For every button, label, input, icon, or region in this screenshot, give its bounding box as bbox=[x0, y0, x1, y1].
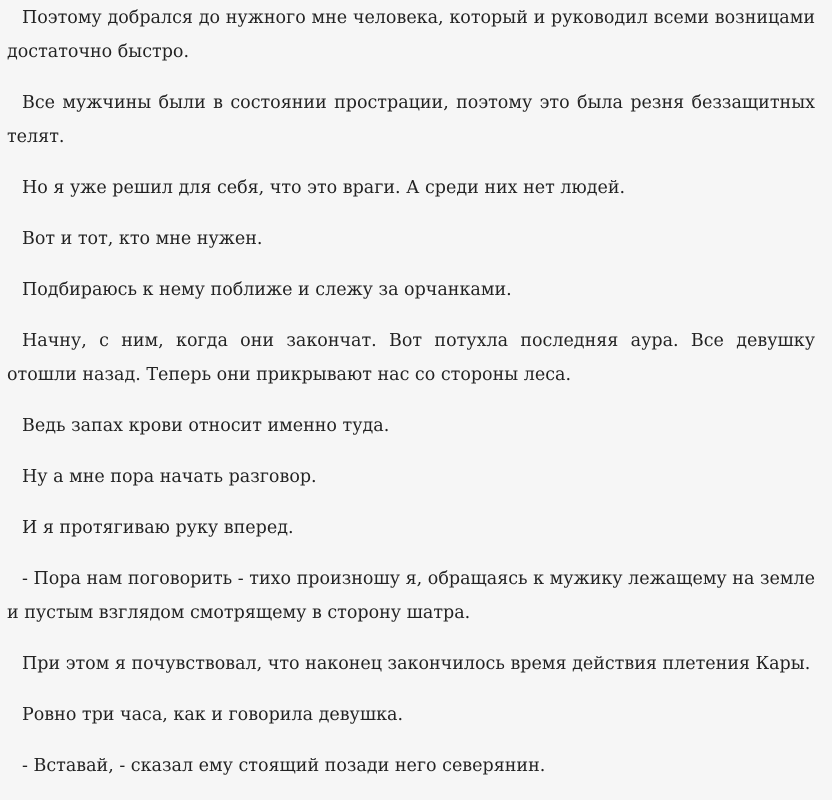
paragraph: Подбираюсь к нему поближе и слежу за орчанками. bbox=[22, 280, 512, 300]
paragraph: Ведь запах крови относит именно туда. bbox=[22, 416, 390, 436]
paragraph: Вот и тот, кто мне нужен. bbox=[22, 229, 263, 249]
paragraph: Поэтому добрался до нужного мне человека, который и руководил всеми возницами достаточно быстро. bbox=[7, 8, 815, 62]
paragraph: Начну, с ним, когда они закончат. Вот потухла последняя аура. Все девушку отошли назад. Теперь они прикрывают нас со стороны леса. bbox=[7, 331, 815, 385]
paragraph: Но я уже решил для себя, что это враги. А среди них нет людей. bbox=[22, 178, 626, 198]
paragraph: При этом я почувствовал, что наконец закончилось время действия плетения Кары. bbox=[22, 654, 811, 674]
paragraph: Ну а мне пора начать разговор. bbox=[22, 467, 317, 487]
reader-text-page bbox=[7, 0, 815, 800]
paragraph: - Пора нам поговорить - тихо произношу я, обращаясь к мужику лежащему на земле и пустым взглядом смотрящему в сторону шатра. bbox=[7, 569, 815, 623]
paragraph: - Вставай, - сказал ему стоящий позади него северянин. bbox=[22, 756, 546, 776]
paragraph: Все мужчины были в состоянии прострации, поэтому это была резня беззащитных телят. bbox=[7, 93, 815, 147]
paragraph: Ровно три часа, как и говорила девушка. bbox=[22, 705, 404, 725]
paragraph: И я протягиваю руку вперед. bbox=[22, 518, 294, 538]
